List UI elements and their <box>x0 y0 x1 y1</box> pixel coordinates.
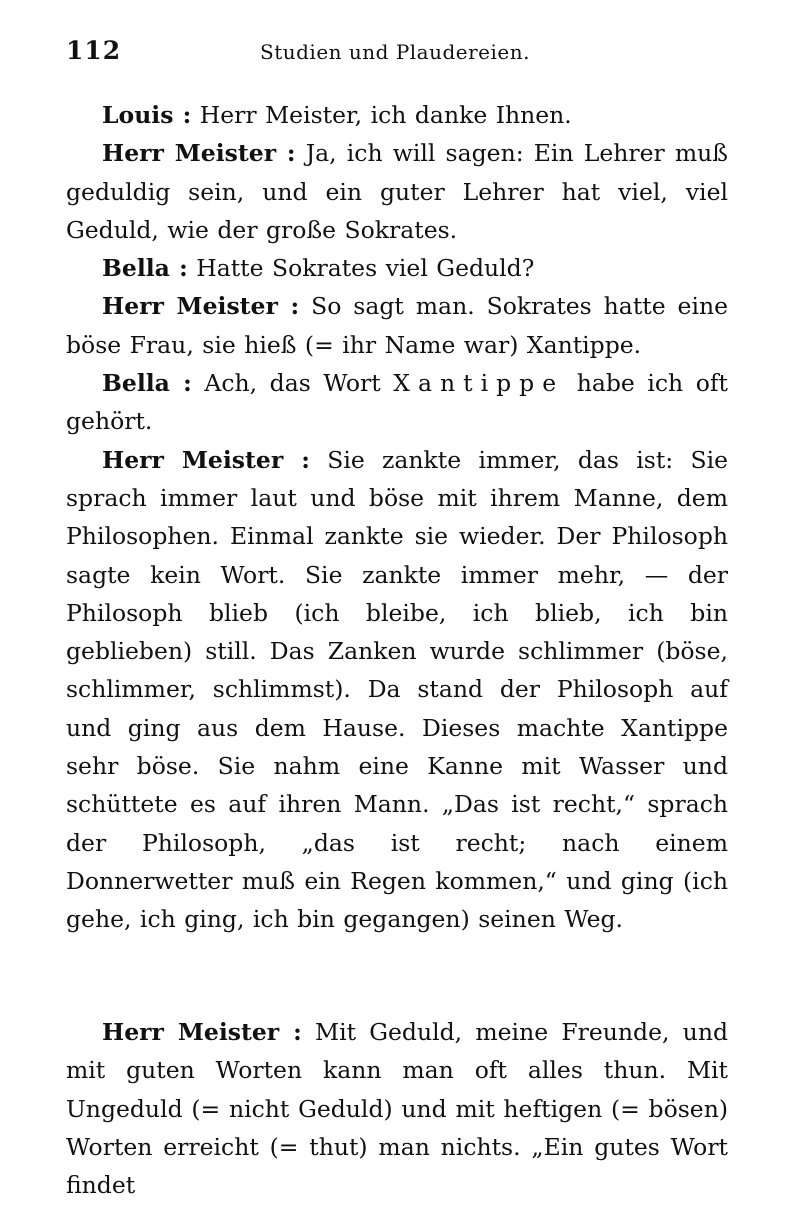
dialogue-line <box>66 441 728 939</box>
dialogue-line <box>66 1013 728 1204</box>
dialogue-line <box>66 249 728 287</box>
speaker-name: Herr Meister : <box>102 1018 302 1046</box>
dialogue-text: Sie zankte immer, das ist: Sie sprach immer laut und böse mit ihrem Manne, dem Philosophen. Einmal zankte sie wieder. Der Philosoph sagte kein Wort. Sie zankte immer mehr, — der Philosoph blieb (ich bleibe, ich blieb, ich bin geblieben) still. Das Zanken wurde schlimmer (böse, schlimmer, schlimmst). Da stand der Philosoph auf und ging aus dem Hause. Dieses machte Xantippe sehr böse. Sie nahm eine Kanne mit Wasser und schüttete es auf ihren Mann. „Das ist recht,“ sprach der Philosoph, „das ist recht; nach einem Donnerwetter muß ein Regen kommen,“ und ging (ich gehe, ich ging, ich bin gegangen) seinen Weg. <box>66 445 728 934</box>
page-number: 112 <box>66 36 122 65</box>
dialogue-text: Herr Meister, ich danke Ihnen. <box>191 101 572 129</box>
speaker-name: Bella : <box>102 369 192 398</box>
speaker-name: Herr Meister : <box>102 292 300 321</box>
dialogue-section <box>66 96 728 939</box>
speaker-name: Bella : <box>102 254 188 283</box>
dialogue-text: Ach, das Wort <box>191 369 394 398</box>
dialogue-text: habe ich oft gehört. <box>66 369 728 436</box>
spaced-word: Xantippe <box>393 369 565 398</box>
dialogue-text: So sagt man. Sokrates hatte eine böse Frau, sie hieß (= ihr Name war) Xantippe. <box>66 292 728 359</box>
page-header <box>66 36 726 76</box>
dialogue-text: Mit Geduld, meine Freunde, und mit guten Worten kann man oft alles thun. Mit Ungeduld (= nicht Geduld) und mit heftigen (= bösen) Worten erreicht (= thut) man nichts. „Ein gutes Wort findet <box>66 1018 728 1200</box>
dialogue-text: Hatte Sokrates viel Geduld? <box>187 254 535 283</box>
closing-section <box>66 1013 728 1204</box>
dialogue-text: Ja, ich will sagen: Ein Lehrer muß geduldig sein, und ein guter Lehrer hat viel, viel Geduld, wie der große Sokrates. <box>66 139 728 244</box>
dialogue-line <box>66 287 728 364</box>
speaker-name: Herr Meister : <box>102 445 310 474</box>
dialogue-line <box>66 364 728 441</box>
speaker-name: Louis : <box>102 101 192 129</box>
dialogue-line <box>66 134 728 249</box>
running-head: Studien und Plaudereien. <box>260 40 530 64</box>
dialogue-line <box>66 96 728 134</box>
speaker-name: Herr Meister : <box>102 139 296 168</box>
